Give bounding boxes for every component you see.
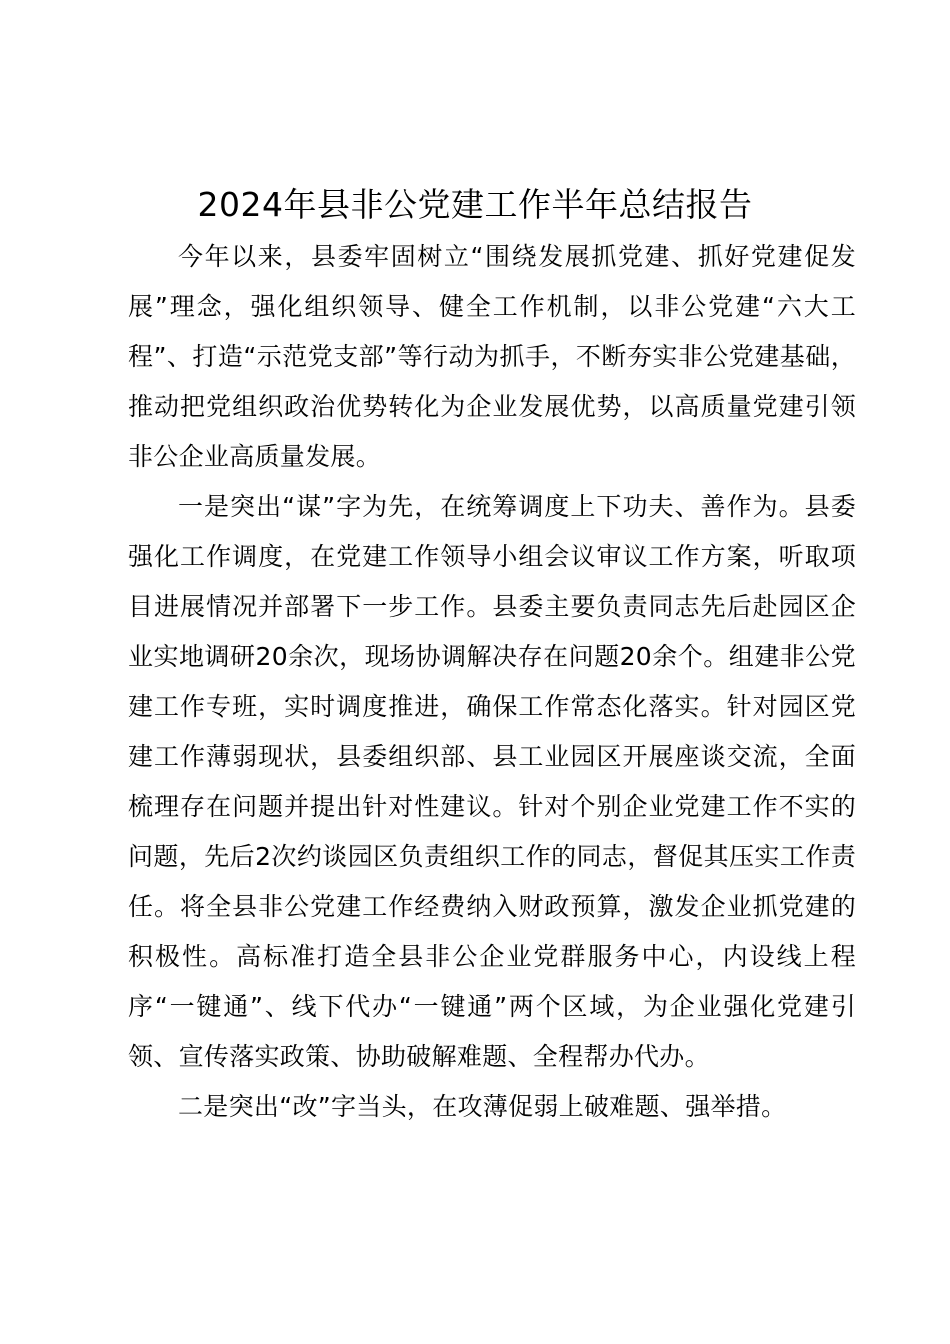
paragraph-section-one: 一是突出“谋”字为先，在统筹调度上下功夫、善作为。县委强化工作调度，在党建工作领导小组会议审议工作方案，听取项目进展情况并部署下一步工作。县委主要负责同志先后赴园区企业实地调研20余次，现场协调解决存在问题20余个。组建非公党建工作专班，实时调度推进，确保工作常态化落实。针对园区党建工作薄弱现状，县委组织部、县工业园区开展座谈交流，全面梳理存在问题并提出针对性建议。针对个别企业党建工作不实的问题，先后2次约谈园区负责组织工作的同志，督促其压实工作责任。将全县非公党建工作经费纳入财政预算，激发企业抓党建的积极性。高标准打造全县非公企业党群服务中心，内设线上程序“一键通”、线下代办“一键通”两个区域，为企业强化党建引领、宣传落实政策、协助破解难题、全程帮办代办。 xyxy=(128,492,856,1071)
paragraph-intro: 今年以来，县委牢固树立“围绕发展抓党建、抓好党建促发展”理念，强化组织领导、健全工作机制，以非公党建“六大工程”、打造“示范党支部”等行动为抓手，不断夯实非公党建基础，推动把党组织政治优势转化为企业发展优势，以高质量党建引领非公企业高质量发展。 xyxy=(128,242,856,471)
document-body xyxy=(128,232,856,1132)
document-title: 2024年县非公党建工作半年总结报告 xyxy=(197,185,753,224)
paragraph-section-two: 二是突出“改”字当头，在攻薄促弱上破难题、强举措。 xyxy=(178,1092,787,1121)
